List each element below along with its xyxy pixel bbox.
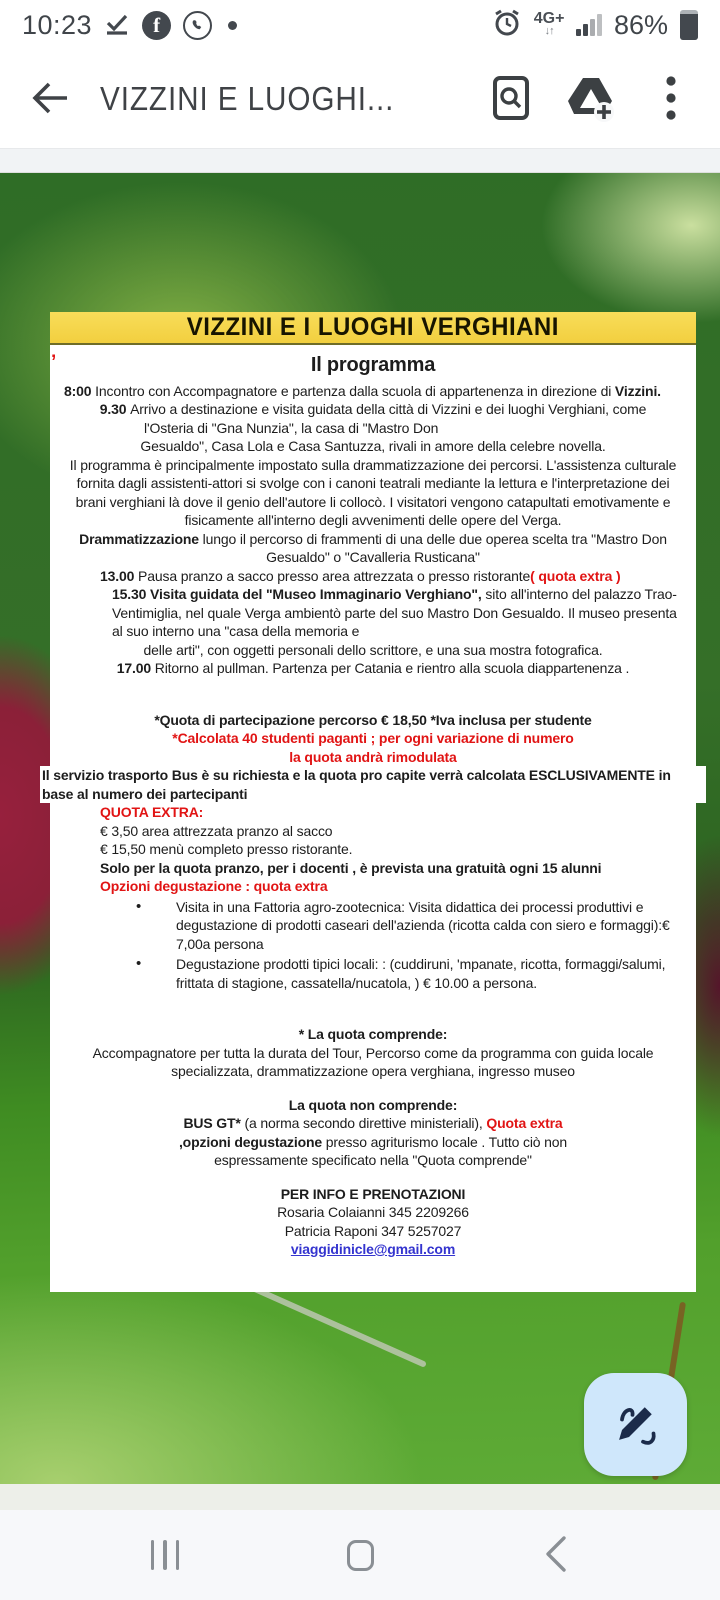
recents-button[interactable] [130,1520,200,1590]
program-heading: Il programma [310,354,436,376]
doc-paragraph: *Calcolata 40 studenti paganti ; per ogni variazione di numero [172,730,574,746]
home-button[interactable] [325,1520,395,1590]
network-4g-icon: 4G+ ↓↑ [533,10,565,37]
document-body [42,354,696,1263]
doc-paragraph: BUS GT* (a norma secondo direttive ministeriali), Quota extra ,opzioni degustazione presso agriturismo locale . Tutto ciò non espressamente specificato nella "Quota comprende" [178,1115,568,1168]
doc-paragraph: € 15,50 menù completo presso ristorante. [100,841,353,857]
signal-strength-icon [576,14,602,36]
recents-icon [151,1540,180,1570]
notification-dot-icon [228,21,237,30]
nav-strip [0,1484,720,1510]
clock-text: 10:23 [22,9,93,40]
find-in-document-button[interactable] [484,72,538,126]
doc-paragraph: Il programma è principalmente impostato sulla drammatizzazione dei percorsi. L'assistenza culturale fornita dagli assistenti-attori si svolge con i canoni teatrali mediante la lettura e l'interpretazione dei brani verghiani là dove il genio dell'autore li collocò. I visitatori vengono catapultati emotivamente e fisicamente all'interno degli avvenimenti delle opere del Verga. [69,456,677,528]
doc-paragraph: • Degustazione prodotti tipici locali: : (cuddiruni, 'mpanate, ricotta, formaggi/salumi, frittata di stagione, cassatella/nucatola, ) € 10.00 a persona. [64,955,682,992]
email-link[interactable]: viaggidinicle@gmail.com [290,1241,456,1257]
doc-paragraph: 8:00 Incontro con Accompagnatore e partenza dalla scuola di appartenenza in direzione di Vizzini. [64,382,661,399]
whatsapp-icon [183,11,212,40]
overflow-menu-button[interactable] [644,72,698,126]
doc-paragraph: Rosaria Colaianni 345 2209266 [277,1204,469,1220]
doc-paragraph: Patricia Raponi 347 5257027 [284,1222,462,1239]
three-dot-menu-icon [666,76,676,123]
doc-paragraph: € 3,50 area attrezzata pranzo al sacco [100,822,333,839]
navigation-bar [0,1510,720,1600]
doc-paragraph: delle arti", con oggetti personali dello scrittore, e una sua mostra fotografica. [143,641,603,658]
doc-paragraph: *Quota di partecipazione percorso € 18,50 *Iva inclusa per studente [154,711,592,728]
battery-icon [680,10,698,40]
home-icon [347,1540,374,1571]
doc-paragraph: Accompagnatore per tutta la durata del Tour, Percorso come da programma con guida locale specializzata, drammatizzazione opera verghiana, ingresso museo [92,1044,654,1079]
doc-paragraph: l'Osteria di "Gna Nunzia", la casa di "Mastro Don [144,419,439,436]
edit-fab[interactable] [584,1373,687,1476]
facebook-icon: f [142,11,171,40]
back-arrow-icon [29,80,71,119]
battery-percent-text: 86% [613,9,668,40]
doc-paragraph: • Visita in una Fattoria agro-zootecnica: Visita didattica dei processi produttivi e degustazione di prodotti caseari dell'azienda (ricotta calda con siero e formaggi):€ 7,00a persona [64,898,682,954]
document-page [42,312,696,1292]
doc-paragraph: 17.00 Ritorno al pullman. Partenza per Catania e rientro alla scuola diappartenenza . [116,660,630,676]
doc-paragraph: La quota non comprende: [288,1096,458,1113]
page-title: VIZZINI E LUOGHI... [100,80,395,117]
pen-edit-icon [608,1395,664,1454]
doc-paragraph: la quota andrà rimodulata [289,748,457,765]
doc-paragraph: Drammatizzazione lungo il percorso di frammenti di una delle due operea scelta tra "Mastro Don Gesualdo" o "Cavalleria Rusticana" [79,530,667,565]
doc-paragraph: Il servizio trasporto Bus è su richiesta e la quota pro capite verrà calcolata ESCLUSIVAMENTE in base al numero dei partecipanti [40,766,706,803]
download-check-icon [104,13,130,37]
document-title-banner [50,312,696,345]
doc-paragraph: 15.30 Visita guidata del "Museo Immaginario Verghiano", sito all'interno del palazzo Trao-Ventimiglia, nel quale Verga ambientò parte del suo Mastro Don Gesualdo. Il museo presenta al suo interno una "casa della memoria e [112,586,677,639]
status-right [492,8,698,43]
doc-paragraph: QUOTA EXTRA: [100,804,204,820]
status-bar [0,0,720,50]
app-bar [0,50,720,148]
nav-back-icon [542,1534,568,1577]
document-title: VIZZINI E I LUOGHI VERGHIANI [186,313,560,341]
doc-paragraph: Solo per la quota pranzo, per i docenti , è prevista una gratuità ogni 15 alunni [100,859,602,876]
add-to-drive-button[interactable] [564,72,618,126]
doc-paragraph: 9.30 Arrivo a destinazione e visita guidata della città di Vizzini e dei luoghi Verghiani, come [99,401,647,417]
doc-paragraph: Gesualdo", Casa Lola e Casa Santuzza, rivali in amore della celebre novella. [140,438,606,454]
doc-paragraph: 13.00 Pausa pranzo a sacco presso area attrezzata o presso ristorante( quota extra ) [100,567,621,584]
drive-add-icon [566,74,616,125]
red-margin-mark: ’ [51,352,57,373]
status-left [22,10,237,41]
document-search-icon [489,74,533,125]
nav-back-button[interactable] [520,1520,590,1590]
doc-paragraph: Opzioni degustazione : quota extra [100,878,328,894]
doc-paragraph: * La quota comprende: [298,1026,448,1042]
document-scroll-area[interactable] [0,173,720,1484]
alarm-icon [492,8,522,43]
doc-paragraph: PER INFO E PRENOTAZIONI [280,1185,466,1202]
toolbar-divider [0,148,720,173]
back-button[interactable] [22,71,78,127]
appbar-actions [484,72,698,126]
doc-paragraph [64,1240,682,1259]
